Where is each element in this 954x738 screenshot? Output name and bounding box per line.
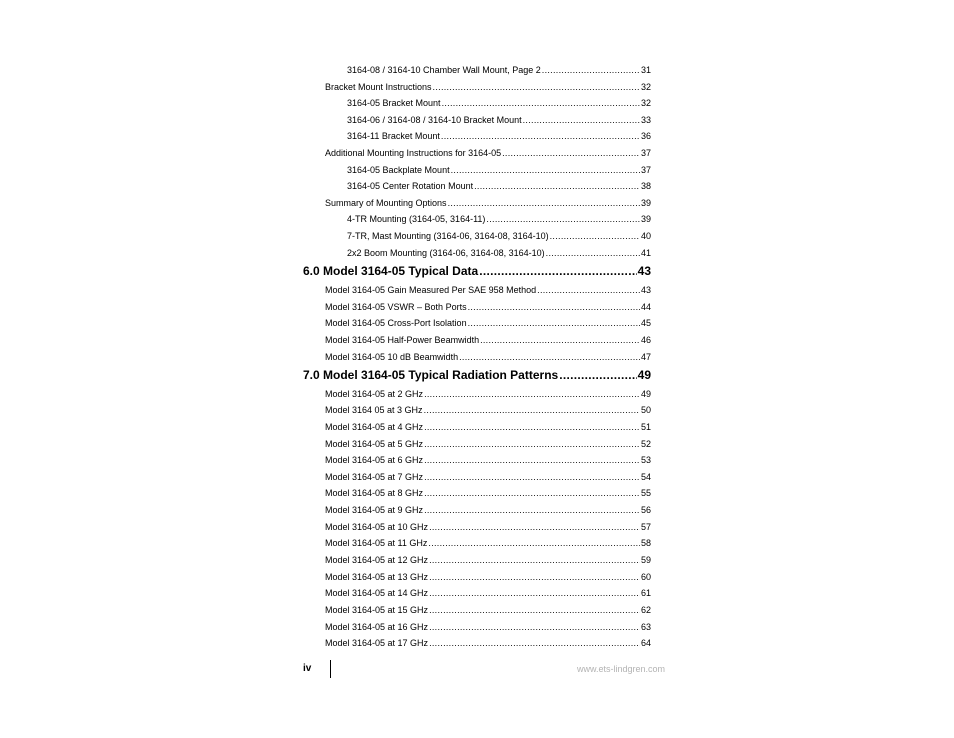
toc-dot-leader [424, 404, 640, 416]
toc-entry-title: 2x2 Boom Mounting (3164-06, 3164-08, 3164-10) [347, 248, 545, 258]
toc-entry[interactable] [325, 604, 651, 616]
toc-dot-leader [424, 438, 640, 450]
toc-entry[interactable] [325, 571, 651, 583]
footer-divider [330, 660, 331, 678]
toc-entry[interactable] [325, 454, 651, 466]
toc-entry-page: 58 [640, 538, 651, 548]
toc-entry[interactable] [325, 388, 651, 400]
toc-dot-leader [523, 114, 640, 126]
toc-entry-title: Model 3164-05 at 17 GHz [325, 638, 429, 648]
toc-entry[interactable] [325, 487, 651, 499]
toc-entry-page: 37 [640, 165, 651, 175]
toc-dot-leader [424, 388, 640, 400]
toc-dot-leader [424, 504, 640, 516]
toc-entry-title: 3164-05 Center Rotation Mount [347, 181, 474, 191]
toc-entry[interactable] [325, 81, 651, 93]
toc-dot-leader [468, 317, 640, 329]
toc-entry-title: Model 3164-05 at 15 GHz [325, 605, 429, 615]
toc-entry-page: 52 [640, 439, 651, 449]
toc-entry-title: Bracket Mount Instructions [325, 82, 432, 92]
toc-entry-title: 7.0 Model 3164-05 Typical Radiation Patterns [303, 368, 559, 382]
toc-entry-page: 32 [640, 82, 651, 92]
toc-entry-title: Model 3164-05 Gain Measured Per SAE 958 Method [325, 285, 537, 295]
toc-entry[interactable] [347, 247, 651, 259]
toc-dot-leader [479, 264, 636, 279]
toc-entry-title: 3164-05 Backplate Mount [347, 165, 450, 175]
toc-dot-leader [537, 284, 640, 296]
toc-entry[interactable] [325, 504, 651, 516]
toc-entry[interactable] [325, 637, 651, 649]
toc-dot-leader [429, 521, 640, 533]
toc-entry-title: Model 3164-05 at 2 GHz [325, 389, 424, 399]
toc-dot-leader [502, 147, 640, 159]
toc-entry-page: 47 [640, 352, 651, 362]
toc-entry[interactable] [325, 587, 651, 599]
toc-entry-page: 38 [640, 181, 651, 191]
toc-entry-title: Model 3164-05 VSWR – Both Ports [325, 302, 467, 312]
toc-entry-page: 55 [640, 488, 651, 498]
toc-entry-page: 37 [640, 148, 651, 158]
toc-entry[interactable] [347, 180, 651, 192]
toc-entry[interactable] [347, 230, 651, 242]
toc-entry[interactable] [325, 521, 651, 533]
toc-dot-leader [480, 334, 640, 346]
toc-entry[interactable] [325, 404, 651, 416]
toc-entry-title: 3164-05 Bracket Mount [347, 98, 441, 108]
toc-entry-page: 43 [640, 285, 651, 295]
toc-entry-page: 64 [640, 638, 651, 648]
toc-dot-leader [459, 351, 640, 363]
toc-dot-leader [550, 230, 640, 242]
toc-entry-title: Model 3164-05 10 dB Beamwidth [325, 352, 459, 362]
toc-entry-title: Model 3164-05 at 9 GHz [325, 505, 424, 515]
footer-url: www.ets-lindgren.com [577, 664, 666, 674]
toc-entry-page: 49 [640, 389, 651, 399]
toc-entry-page: 31 [640, 65, 651, 75]
toc-entry[interactable] [347, 164, 651, 176]
toc-entry-page: 62 [640, 605, 651, 615]
toc-entry[interactable] [347, 97, 651, 109]
toc-entry[interactable] [325, 621, 651, 633]
toc-entry-page: 44 [640, 302, 651, 312]
toc-entry[interactable] [325, 438, 651, 450]
toc-entry-title: 3164-08 / 3164-10 Chamber Wall Mount, Page 2 [347, 65, 541, 75]
toc-dot-leader [429, 554, 640, 566]
toc-entry-title: Model 3164-05 at 4 GHz [325, 422, 424, 432]
toc-section-heading[interactable] [303, 264, 651, 279]
toc-dot-leader [451, 164, 640, 176]
toc-entry-page: 33 [640, 115, 651, 125]
toc-dot-leader [542, 64, 640, 76]
toc-dot-leader [429, 571, 640, 583]
toc-entry-title: 6.0 Model 3164-05 Typical Data [303, 264, 479, 278]
toc-entry-title: Model 3164-05 at 8 GHz [325, 488, 424, 498]
toc-entry[interactable] [325, 351, 651, 363]
toc-entry-title: Model 3164-05 Half-Power Beamwidth [325, 335, 480, 345]
toc-entry-title: 7-TR, Mast Mounting (3164-06, 3164-08, 3164-10) [347, 231, 549, 241]
toc-dot-leader [474, 180, 640, 192]
toc-entry[interactable] [347, 130, 651, 142]
toc-entry-title: Model 3164-05 at 14 GHz [325, 588, 429, 598]
toc-entry-title: Model 3164-05 at 7 GHz [325, 472, 424, 482]
toc-entry-page: 59 [640, 555, 651, 565]
toc-entry-title: Model 3164-05 Cross-Port Isolation [325, 318, 467, 328]
toc-entry-page: 40 [640, 231, 651, 241]
toc-entry[interactable] [325, 301, 651, 313]
toc-entry-title: Model 3164-05 at 6 GHz [325, 455, 424, 465]
toc-entry-title: Model 3164-05 at 11 GHz [325, 538, 428, 548]
toc-dot-leader [424, 454, 640, 466]
toc-entry[interactable] [325, 334, 651, 346]
toc-entry-page: 56 [640, 505, 651, 515]
toc-dot-leader [442, 97, 640, 109]
toc-dot-leader [429, 637, 640, 649]
toc-dot-leader [448, 197, 640, 209]
toc-entry-title: 3164-11 Bracket Mount [347, 131, 440, 141]
toc-entry-title: Summary of Mounting Options [325, 198, 447, 208]
toc-entry-page: 57 [640, 522, 651, 532]
toc-dot-leader [559, 368, 636, 383]
toc-entry-page: 49 [637, 368, 651, 382]
toc-entry-title: Additional Mounting Instructions for 3164-05 [325, 148, 502, 158]
toc-entry[interactable] [325, 471, 651, 483]
toc-entry-page: 39 [640, 214, 651, 224]
toc-entry[interactable] [325, 197, 651, 209]
toc-entry-page: 41 [640, 248, 651, 258]
toc-dot-leader [429, 587, 640, 599]
toc-entry[interactable] [325, 537, 651, 549]
toc-dot-leader [486, 213, 640, 225]
toc-entry-page: 32 [640, 98, 651, 108]
toc-entry-page: 50 [640, 405, 651, 415]
toc-entry-page: 54 [640, 472, 651, 482]
toc-entry[interactable] [325, 284, 651, 296]
toc-entry-title: Model 3164-05 at 5 GHz [325, 439, 424, 449]
toc-dot-leader [546, 247, 640, 259]
toc-entry-title: Model 3164-05 at 12 GHz [325, 555, 429, 565]
toc-entry-page: 45 [640, 318, 651, 328]
toc-dot-leader [433, 81, 640, 93]
toc-section-heading[interactable] [303, 368, 651, 383]
toc-entry-page: 46 [640, 335, 651, 345]
toc-entry-title: Model 3164-05 at 13 GHz [325, 572, 429, 582]
toc-entry-page: 36 [640, 131, 651, 141]
toc-entry-page: 43 [637, 264, 651, 278]
toc-entry[interactable] [325, 421, 651, 433]
toc-dot-leader [468, 301, 640, 313]
toc-entry-title: 4-TR Mounting (3164-05, 3164-11) [347, 214, 486, 224]
page-number: iv [303, 663, 312, 674]
toc-entry-page: 61 [640, 588, 651, 598]
toc-dot-leader [424, 471, 640, 483]
toc-dot-leader [441, 130, 640, 142]
toc-entry-page: 39 [640, 198, 651, 208]
toc-entry-title: Model 3164-05 at 10 GHz [325, 522, 429, 532]
toc-entry[interactable] [325, 147, 651, 159]
toc-entry-page: 51 [640, 422, 651, 432]
toc-entry[interactable] [325, 317, 651, 329]
toc-dot-leader [424, 487, 640, 499]
toc-entry[interactable] [325, 554, 651, 566]
toc-dot-leader [428, 537, 640, 549]
toc-entry[interactable] [347, 114, 651, 126]
toc-entry-title: Model 3164-05 at 16 GHz [325, 622, 429, 632]
toc-entry-page: 53 [640, 455, 651, 465]
toc-entry-page: 63 [640, 622, 651, 632]
toc-dot-leader [429, 604, 640, 616]
toc-entry[interactable] [347, 213, 651, 225]
toc-entry-title: Model 3164 05 at 3 GHz [325, 405, 423, 415]
toc-entry-title: 3164-06 / 3164-08 / 3164-10 Bracket Mount [347, 115, 522, 125]
toc-dot-leader [429, 621, 640, 633]
toc-entry[interactable] [347, 64, 651, 76]
toc-entry-page: 60 [640, 572, 651, 582]
toc-dot-leader [424, 421, 640, 433]
